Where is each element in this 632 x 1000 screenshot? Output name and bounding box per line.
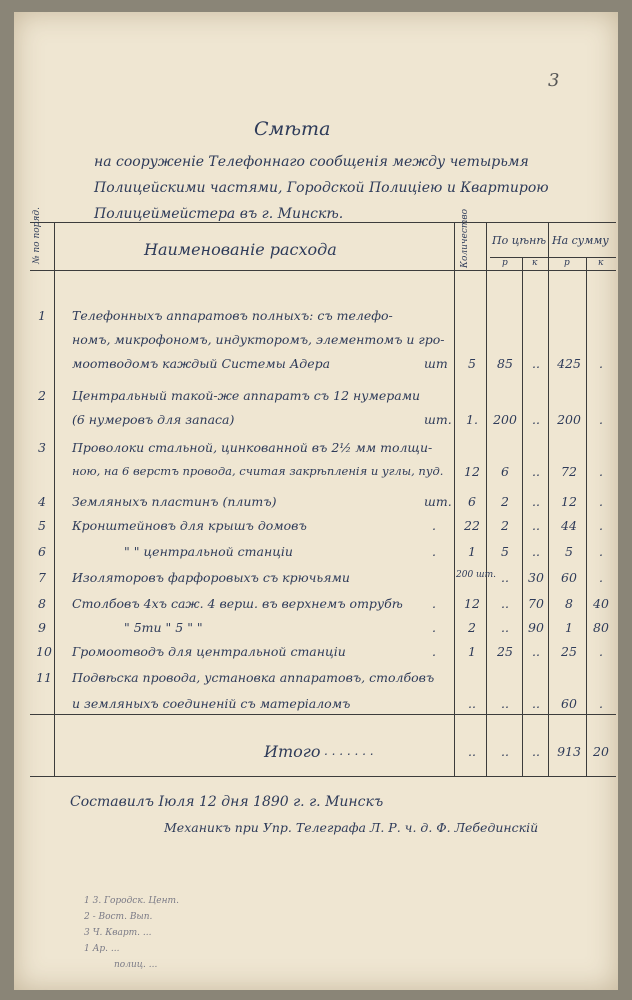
margin-note-line: 2 - Вост. Вып.	[84, 912, 153, 922]
row-price-rub: 2	[501, 518, 509, 533]
row-text-line: Проволоки стальной, цинкованной въ 2½ мм толщи-	[72, 440, 433, 455]
total-sum-rub: 913	[557, 744, 581, 759]
row-sum-kop: 40	[593, 596, 609, 611]
row-sum-kop: .	[599, 544, 603, 559]
total-leader: . . . . . . .	[324, 744, 374, 758]
header-number: № по поряд.	[32, 207, 42, 264]
row-price-kop: ..	[532, 356, 540, 371]
row-text-line: " 5ти " 5 " "	[124, 620, 203, 635]
row-text-line: и земляныхъ соединеній съ матеріаломъ	[72, 696, 351, 711]
row-text-line: моотводомъ каждый Системы Адера	[72, 356, 331, 371]
row-sum-kop: .	[599, 644, 603, 659]
row-price-rub: 200	[493, 412, 517, 427]
row-price-kop: ..	[532, 696, 540, 711]
row-price-rub: 25	[497, 644, 513, 659]
row-sum-rub: 5	[565, 544, 573, 559]
row-number: 7	[38, 570, 46, 585]
header-price: По цѣнѣ	[492, 234, 547, 247]
row-number: 6	[38, 544, 46, 559]
row-number: 4	[38, 494, 46, 509]
row-text-line: номъ, микрофономъ, индукторомъ, элементомъ и гро-	[72, 332, 445, 347]
document-page	[14, 12, 618, 990]
row-text-line: Столбовъ 4хъ саж. 4 верш. въ верхнемъ отрубѣ	[72, 596, 403, 611]
row-unit: .	[432, 644, 436, 659]
row-sum-rub: 12	[561, 494, 577, 509]
row-text-line: Кронштейновъ для крышъ домовъ	[72, 518, 307, 533]
row-price-kop: 30	[528, 570, 544, 585]
row-sum-rub: 8	[565, 596, 573, 611]
document-title: Смѣта	[254, 118, 331, 140]
margin-note-line: полиц. ...	[114, 960, 158, 970]
row-sum-kop: .	[599, 356, 603, 371]
row-price-kop: ..	[532, 412, 540, 427]
row-number: 8	[38, 596, 46, 611]
total-label: Итого	[264, 742, 321, 761]
row-number: 11	[36, 670, 52, 685]
row-sum-rub: 60	[561, 570, 577, 585]
header-sum-rub: р	[564, 258, 570, 268]
row-price-kop: 90	[528, 620, 544, 635]
row-price-kop: 70	[528, 596, 544, 611]
row-quantity: 1	[468, 544, 476, 559]
row-sum-kop: .	[599, 696, 603, 711]
row-text-line: Изоляторовъ фарфоровыхъ съ крючьями	[72, 570, 350, 585]
header-price-rub: р	[502, 258, 508, 268]
row-number: 9	[38, 620, 46, 635]
row-price-rub: 85	[497, 356, 513, 371]
row-unit: шт.	[424, 412, 452, 427]
margin-note-line: 1 3. Городск. Цент.	[84, 896, 179, 906]
row-number: 2	[38, 388, 46, 403]
row-sum-rub: 200	[557, 412, 581, 427]
row-unit: .	[432, 620, 436, 635]
row-sum-kop: .	[599, 412, 603, 427]
row-price-kop: ..	[532, 644, 540, 659]
row-text-line: Телефонныхъ аппаратовъ полныхъ: съ телефо-	[72, 308, 393, 323]
row-sum-kop: .	[599, 464, 603, 479]
margin-note-line: 3 Ч. Кварт. ...	[84, 928, 152, 938]
row-quantity: 22	[464, 518, 480, 533]
row-number: 3	[38, 440, 46, 455]
header-quantity: Количество	[460, 208, 470, 268]
row-sum-rub: 44	[561, 518, 577, 533]
row-unit: шт.	[424, 494, 452, 509]
header-expense-name: Наименованіе расхода	[144, 240, 337, 259]
row-unit: .	[432, 544, 436, 559]
row-sum-kop: 80	[593, 620, 609, 635]
row-unit: .	[432, 518, 436, 533]
row-sum-rub: 25	[561, 644, 577, 659]
row-number: 10	[36, 644, 52, 659]
row-price-kop: ..	[532, 518, 540, 533]
row-number: 5	[38, 518, 46, 533]
row-quantity: 1.	[466, 412, 478, 427]
row-price-rub: ..	[501, 696, 509, 711]
total-price-kop: ..	[532, 744, 540, 759]
total-price-rub: ..	[501, 744, 509, 759]
row-sum-rub: 72	[561, 464, 577, 479]
row-sum-rub: 1	[565, 620, 573, 635]
row-price-rub: ..	[501, 620, 509, 635]
row-text-line: Подвѣска провода, установка аппаратовъ, столбовъ	[72, 670, 435, 685]
row-quantity: 200 шт.	[456, 570, 496, 580]
row-quantity: 5	[468, 356, 476, 371]
row-text-line: ною, на 6 верстъ провода, считая закрѣпленія и углы, пуд.	[72, 464, 444, 478]
header-sum-kop: к	[598, 258, 604, 268]
row-price-rub: 6	[501, 464, 509, 479]
row-price-kop: ..	[532, 544, 540, 559]
row-sum-kop: .	[599, 570, 603, 585]
row-quantity: 6	[468, 494, 476, 509]
row-text-line: (6 нумеровъ для запаса)	[72, 412, 235, 427]
row-quantity: ..	[468, 696, 476, 711]
row-quantity: 2	[468, 620, 476, 635]
row-unit: шт	[424, 356, 448, 371]
row-price-rub: ..	[501, 596, 509, 611]
signature-line: Механикъ при Упр. Телеграфа Л. Р. ч. д. Ф. Лебединскій	[164, 820, 539, 835]
subtitle-line-1: на сооруженіе Телефоннаго сообщенія между четырьмя	[94, 154, 529, 170]
row-sum-kop: .	[599, 518, 603, 533]
row-price-kop: ..	[532, 464, 540, 479]
row-price-rub: 2	[501, 494, 509, 509]
row-number: 1	[38, 308, 46, 323]
row-sum-rub: 60	[561, 696, 577, 711]
header-price-kop: к	[532, 258, 538, 268]
row-quantity: 12	[464, 464, 480, 479]
subtitle-line-3: Полицеймейстера въ г. Минскѣ.	[94, 206, 344, 222]
row-quantity: 1	[468, 644, 476, 659]
row-text-line: Громоотводъ для центральной станціи	[72, 644, 346, 659]
row-text-line: Земляныхъ пластинъ (плитъ)	[72, 494, 277, 509]
row-price-kop: ..	[532, 494, 540, 509]
row-sum-rub: 425	[557, 356, 581, 371]
total-quantity: ..	[468, 744, 476, 759]
row-sum-kop: .	[599, 494, 603, 509]
subtitle-line-2: Полицейскими частями, Городской Полиціею и Квартирою	[94, 180, 549, 196]
row-unit: .	[432, 596, 436, 611]
row-quantity: 12	[464, 596, 480, 611]
row-price-rub: 5	[501, 544, 509, 559]
margin-note-line: 1 Ар. ...	[84, 944, 120, 954]
row-text-line: Центральный такой-же аппаратъ съ 12 нумерами	[72, 388, 421, 403]
total-sum-kop: 20	[593, 744, 609, 759]
page-number: 3	[548, 70, 560, 91]
row-text-line: " " центральной станціи	[124, 544, 293, 559]
row-price-rub: ..	[501, 570, 509, 585]
compiled-line: Составилъ Іюля 12 дня 1890 г. г. Минскъ	[70, 794, 384, 810]
header-sum: На сумму	[552, 234, 609, 247]
